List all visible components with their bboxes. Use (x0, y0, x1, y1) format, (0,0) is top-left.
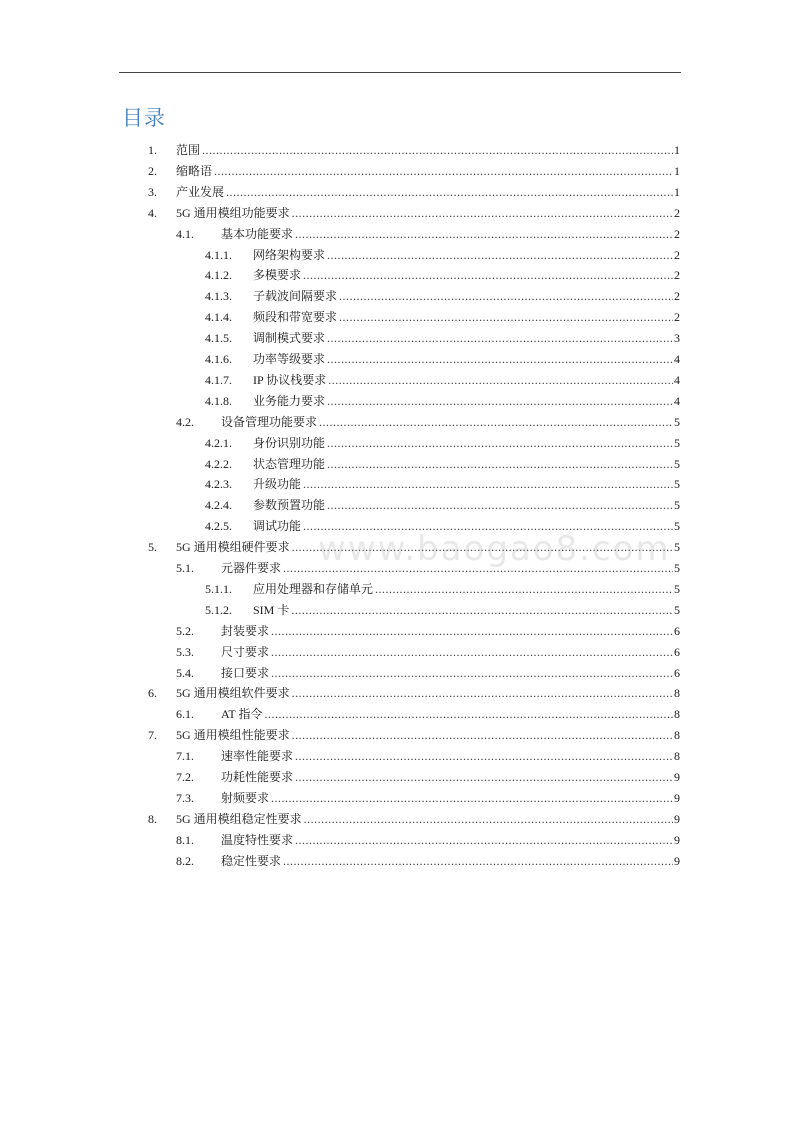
toc-entry-title: 子载波间隔要求 (253, 289, 338, 304)
toc-entry-title: SIM 卡 (253, 602, 290, 617)
toc-entry[interactable] (0, 663, 800, 683)
toc-entry-title: 参数预置功能 (253, 498, 326, 513)
toc-leader-dots (271, 788, 673, 808)
toc-entry-number: 4.2.2. (205, 456, 232, 471)
toc-leader-dots (226, 182, 673, 202)
toc-leader-dots (271, 621, 673, 641)
toc-entry[interactable] (0, 495, 800, 515)
toc-leader-dots (283, 558, 673, 578)
toc-leader-dots (303, 474, 673, 494)
toc-leader-dots (327, 328, 673, 348)
toc-leader-dots (202, 140, 673, 160)
toc-leader-dots (295, 746, 673, 766)
toc-entry-number: 4.2. (176, 414, 194, 429)
toc-entry[interactable] (0, 391, 800, 411)
toc-entry-title: 多模要求 (253, 268, 302, 283)
toc-entry-page: 4 (674, 372, 680, 387)
toc-leader-dots (295, 224, 673, 244)
toc-entry-title: 基本功能要求 (221, 226, 294, 241)
toc-entry-title: AT 指令 (221, 707, 263, 722)
toc-entry-number: 4. (148, 205, 157, 220)
toc-entry-number: 4.2.3. (205, 477, 232, 492)
toc-entry-title: 功率等级要求 (253, 352, 326, 366)
toc-leader-dots (303, 516, 673, 536)
toc-entry-title: 5G 通用模组功能要求 (176, 205, 290, 220)
toc-entry[interactable] (0, 307, 800, 327)
toc-entry-number: 7.2. (176, 770, 194, 784)
toc-leader-dots (264, 704, 673, 724)
toc-entry-number: 5. (148, 540, 157, 555)
toc-entry-title: 功耗性能要求 (221, 770, 294, 784)
toc-leader-dots (292, 203, 673, 223)
toc-entry[interactable] (0, 140, 800, 160)
toc-entry-number: 6. (148, 686, 157, 701)
toc-entry-title: 调制模式要求 (253, 331, 326, 346)
toc-leader-dots (271, 642, 673, 662)
toc-entry-page: 8 (674, 686, 680, 701)
toc-entry[interactable] (0, 516, 800, 536)
toc-entry-title: 网络架构要求 (253, 247, 326, 262)
toc-entry-page: 3 (674, 331, 680, 346)
toc-entry[interactable] (0, 851, 800, 871)
toc-entry-number: 6.1. (176, 707, 194, 722)
toc-entry-page: 9 (674, 853, 680, 868)
toc-leader-dots (295, 767, 673, 787)
toc-entry[interactable] (0, 746, 800, 766)
toc-entry-page: 4 (674, 352, 680, 366)
toc-entry-number: 7.3. (176, 790, 194, 805)
toc-entry-number: 4.1. (176, 226, 194, 241)
toc-entry-page: 5 (674, 561, 680, 575)
toc-entry-title: 5G 通用模组性能要求 (176, 728, 290, 743)
toc-leader-dots (283, 851, 673, 871)
toc-entry-title: 调试功能 (253, 519, 302, 534)
toc-entry-number: 8.2. (176, 853, 194, 868)
toc-entry-number: 4.2.5. (205, 519, 232, 534)
toc-entry-number: 4.2.4. (205, 498, 232, 513)
toc-leader-dots (375, 579, 673, 599)
toc-entry-page: 5 (674, 498, 680, 513)
toc-entry-page: 8 (674, 707, 680, 722)
toc-leader-dots (295, 830, 673, 850)
toc-entry-number: 4.1.5. (205, 331, 232, 346)
toc-leader-dots (319, 412, 673, 432)
toc-entry-page: 1 (674, 143, 680, 157)
toc-leader-dots (327, 349, 673, 369)
toc-entry-title: 产业发展 (176, 184, 225, 199)
toc-entry-page: 8 (674, 749, 680, 764)
toc-leader-dots (328, 370, 673, 390)
toc-entry-title: 温度特性要求 (221, 832, 294, 847)
toc-entry-title: 射频要求 (221, 790, 270, 805)
toc-entry-title: 5G 通用模组软件要求 (176, 686, 290, 701)
toc-entry-number: 7.1. (176, 749, 194, 764)
toc-leader-dots (292, 725, 673, 745)
toc-entry-page: 6 (674, 665, 680, 680)
toc-entry-title: 缩略语 (176, 163, 213, 178)
toc-entry-page: 2 (674, 205, 680, 220)
toc-entry-number: 4.1.1. (205, 247, 232, 262)
toc-leader-dots (327, 245, 673, 265)
toc-entry-title: 稳定性要求 (221, 853, 282, 868)
toc-entry-number: 4.1.2. (205, 268, 232, 283)
toc-entry[interactable] (0, 161, 800, 181)
toc-entry-title: 5G 通用模组稳定性要求 (176, 811, 302, 826)
toc-entry-page: 9 (674, 811, 680, 826)
toc-entry[interactable] (0, 286, 800, 306)
toc-entry[interactable] (0, 642, 800, 662)
toc-entry-title: 升级功能 (253, 477, 302, 492)
toc-entry-number: 2. (148, 163, 157, 178)
toc-entry-page: 8 (674, 728, 680, 743)
toc-entry[interactable] (0, 370, 800, 390)
toc-entry[interactable] (0, 830, 800, 850)
toc-entry[interactable] (0, 725, 800, 745)
toc-entry[interactable] (0, 245, 800, 265)
toc-entry-title: 封装要求 (221, 623, 270, 638)
toc-entry-title: 接口要求 (221, 665, 270, 680)
toc-entry[interactable] (0, 788, 800, 808)
toc-entry-page: 2 (674, 310, 680, 325)
toc-entry-number: 1. (148, 143, 157, 157)
toc-entry-page: 6 (674, 623, 680, 638)
toc-entry[interactable] (0, 328, 800, 348)
watermark: www.baogao8.com (318, 529, 671, 569)
toc-entry-title: 应用处理器和存储单元 (253, 581, 374, 596)
toc-entry-page: 9 (674, 790, 680, 805)
toc-entry[interactable] (0, 704, 800, 724)
toc-entry-page: 4 (674, 393, 680, 408)
toc-entry[interactable] (0, 767, 800, 787)
toc-entry-page: 5 (674, 602, 680, 617)
toc-entry-page: 1 (674, 184, 680, 199)
toc-entry-number: 5.3. (176, 644, 194, 659)
toc-leader-dots (214, 161, 673, 181)
toc-entry-page: 1 (674, 163, 680, 178)
toc-entry-page: 5 (674, 477, 680, 492)
toc-entry-title: 尺寸要求 (221, 644, 270, 659)
toc-entry-page: 2 (674, 268, 680, 283)
toc-leader-dots (339, 286, 673, 306)
toc-entry-page: 2 (674, 247, 680, 262)
toc-entry-title: 元器件要求 (221, 561, 282, 575)
toc-leader-dots (327, 495, 673, 515)
toc-entry-number: 4.2.1. (205, 435, 232, 450)
toc-entry-number: 4.1.3. (205, 289, 232, 304)
toc-leader-dots (327, 454, 673, 474)
toc-entry-number: 4.1.8. (205, 393, 232, 408)
toc-entry-number: 4.1.6. (205, 352, 232, 366)
toc-entry-page: 2 (674, 289, 680, 304)
toc-leader-dots (339, 307, 673, 327)
toc-leader-dots (292, 683, 673, 703)
toc-entry-page: 5 (674, 456, 680, 471)
toc-entry-page: 5 (674, 414, 680, 429)
toc-entry[interactable] (0, 558, 800, 578)
toc-entry-number: 4.1.7. (205, 372, 232, 387)
toc-entry-title: 速率性能要求 (221, 749, 294, 764)
toc-entry-number: 3. (148, 184, 157, 199)
toc-leader-dots (303, 265, 673, 285)
toc-leader-dots (292, 537, 673, 557)
toc-entry-number: 5.1.1. (205, 581, 232, 596)
toc-entry-number: 5.2. (176, 623, 194, 638)
toc-entry-number: 5.1.2. (205, 602, 232, 617)
toc-leader-dots (271, 663, 673, 683)
toc-entry[interactable] (0, 621, 800, 641)
toc-entry[interactable] (0, 809, 800, 829)
toc-entry-page: 5 (674, 519, 680, 534)
toc-entry-number: 8.1. (176, 832, 194, 847)
header-rule (119, 72, 681, 73)
toc-entry-page: 9 (674, 770, 680, 784)
toc-leader-dots (327, 391, 673, 411)
toc-entry-page: 2 (674, 226, 680, 241)
toc-entry[interactable] (0, 454, 800, 474)
toc-entry-page: 6 (674, 644, 680, 659)
toc-title: 目录 (122, 106, 166, 130)
toc-entry-title: 5G 通用模组硬件要求 (176, 540, 290, 555)
toc-entry-title: 设备管理功能要求 (221, 414, 318, 429)
toc-entry[interactable] (0, 412, 800, 432)
toc-entry[interactable] (0, 474, 800, 494)
toc-entry-title: 范围 (176, 143, 201, 157)
toc-entry-number: 4.1.4. (205, 310, 232, 325)
toc-entry[interactable] (0, 182, 800, 202)
toc-entry[interactable] (0, 265, 800, 285)
toc-entry-number: 5.4. (176, 665, 194, 680)
toc-entry-title: 身份识别功能 (253, 435, 326, 450)
toc-entry-page: 5 (674, 435, 680, 450)
toc-entry-number: 7. (148, 728, 157, 743)
toc-entry-page: 5 (674, 540, 680, 555)
toc-entry[interactable] (0, 433, 800, 453)
toc-entry-page: 5 (674, 581, 680, 596)
toc-entry-title: 业务能力要求 (253, 393, 326, 408)
toc-entry[interactable] (0, 683, 800, 703)
toc-entry[interactable] (0, 537, 800, 557)
toc-entry-page: 9 (674, 832, 680, 847)
toc-entry-title: 状态管理功能 (253, 456, 326, 471)
toc-entry[interactable] (0, 203, 800, 223)
toc-entry[interactable] (0, 600, 800, 620)
toc-leader-dots (291, 600, 673, 620)
toc-entry-title: 频段和带宽要求 (253, 310, 338, 325)
toc-entry[interactable] (0, 349, 800, 369)
toc-leader-dots (304, 809, 673, 829)
toc-entry-number: 5.1. (176, 561, 194, 575)
toc-entry-number: 8. (148, 811, 157, 826)
toc-leader-dots (327, 433, 673, 453)
toc-entry[interactable] (0, 579, 800, 599)
toc-entry-title: IP 协议栈要求 (253, 372, 327, 387)
toc-entry[interactable] (0, 224, 800, 244)
